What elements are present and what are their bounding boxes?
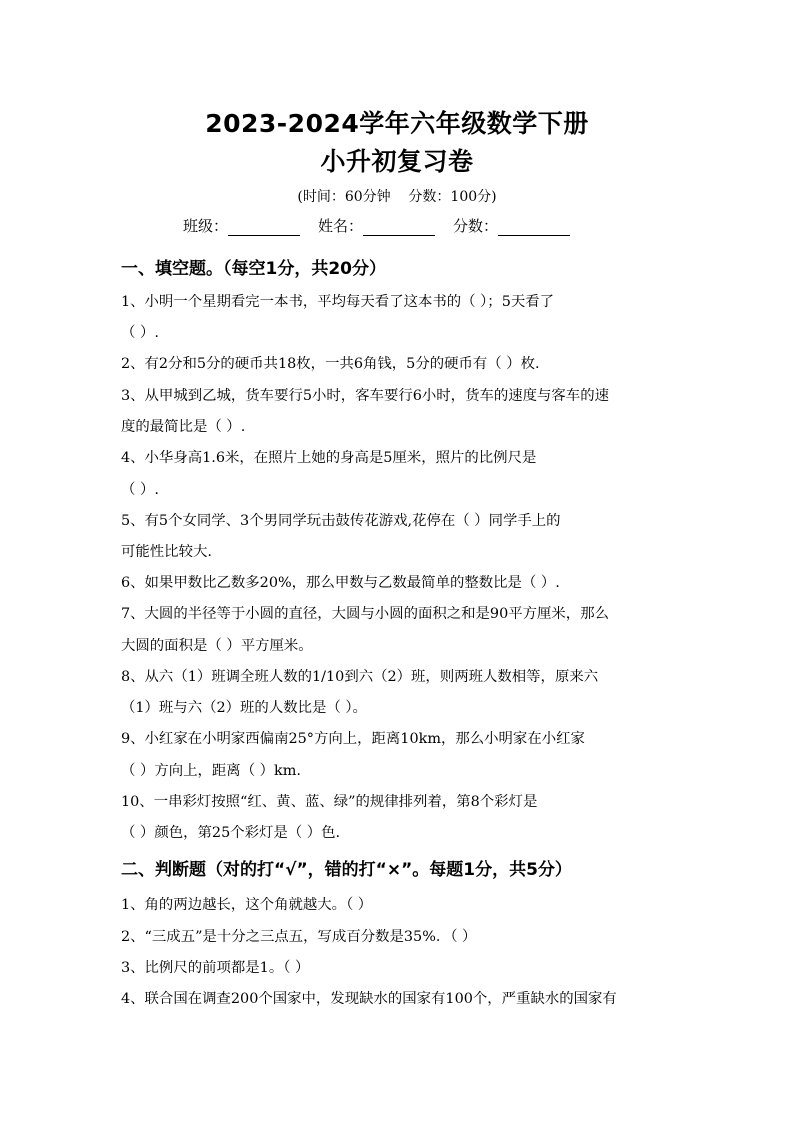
name-field bbox=[318, 215, 453, 236]
question-line: （ ）方向上，距离（ ）km. bbox=[121, 763, 301, 779]
class-blank[interactable] bbox=[228, 220, 300, 236]
question-line: 度的最简比是（ ）. bbox=[121, 419, 246, 435]
question-line: （1）班与六（2）班的人数比是（ ）。 bbox=[121, 700, 367, 716]
section2-heading: 二、判断题（对的打“√”，错的打“×”。每题1分，共5分） bbox=[121, 860, 572, 880]
class-field bbox=[183, 215, 318, 236]
question-line: 2、有2分和5分的硬币共18枚，一共6角钱，5分的硬币有（ ）枚. bbox=[121, 356, 540, 372]
score-blank[interactable] bbox=[498, 220, 570, 236]
question-line: 3、从甲城到乙城，货车要行5小时，客车要行6小时，货车的速度与客车的速 bbox=[121, 388, 609, 404]
question-line: 4、联合国在调查200个国家中，发现缺水的国家有100个，严重缺水的国家有 bbox=[121, 991, 617, 1007]
name-blank[interactable] bbox=[363, 220, 435, 236]
question-line: （ ）. bbox=[121, 482, 159, 498]
question-line: 10、一串彩灯按照“红、黄、蓝、绿”的规律排列着，第8个彩灯是 bbox=[121, 794, 538, 810]
question-line: 2、“三成五”是十分之三点五，写成百分数是35%．（ ） bbox=[121, 929, 477, 945]
question-line: 3、比例尺的前项都是1。（ ） bbox=[121, 960, 310, 976]
question-line: 7、大圆的半径等于小圆的直径，大圆与小圆的面积之和是90平方厘米，那么 bbox=[121, 606, 609, 622]
question-line: 6、如果甲数比乙数多20%，那么甲数与乙数最简单的整数比是（ ）. bbox=[121, 575, 560, 591]
question-line: 8、从六（1）班调全班人数的1/10到六（2）班，则两班人数相等，原来六 bbox=[121, 669, 599, 685]
exam-meta: (时间：60分钟 分数：100分) bbox=[297, 189, 497, 205]
question-line: 1、角的两边越长，这个角就越大。（ ） bbox=[121, 897, 373, 913]
question-line: （ ）颜色，第25个彩灯是（ ）色. bbox=[121, 825, 341, 841]
score-field bbox=[453, 215, 588, 236]
name-label: 姓名： bbox=[318, 217, 364, 235]
question-line: 1、小明一个星期看完一本书，平均每天看了这本书的（ ）；5天看了 bbox=[121, 294, 555, 310]
question-line: 可能性比较大. bbox=[121, 544, 212, 560]
question-line: 4、小华身高1.6米，在照片上她的身高是5厘米，照片的比例尺是 bbox=[121, 450, 537, 466]
question-line: 5、有5个女同学、3个男同学玩击鼓传花游戏,花停在（ ）同学手上的 bbox=[121, 513, 561, 529]
question-line: （ ）. bbox=[121, 325, 159, 341]
question-line: 大圆的面积是（ ）平方厘米。 bbox=[121, 638, 313, 654]
student-info-fields bbox=[183, 215, 623, 236]
page-title: 2023-2024学年六年级数学下册 bbox=[205, 109, 589, 138]
page-subtitle: 小升初复习卷 bbox=[320, 147, 474, 176]
class-label: 班级： bbox=[183, 217, 229, 235]
score-label: 分数： bbox=[453, 217, 499, 235]
section1-heading: 一、填空题。（每空1分，共20分） bbox=[121, 259, 386, 279]
question-line: 9、小红家在小明家西偏南25°方向上，距离10km，那么小明家在小红家 bbox=[121, 731, 585, 747]
